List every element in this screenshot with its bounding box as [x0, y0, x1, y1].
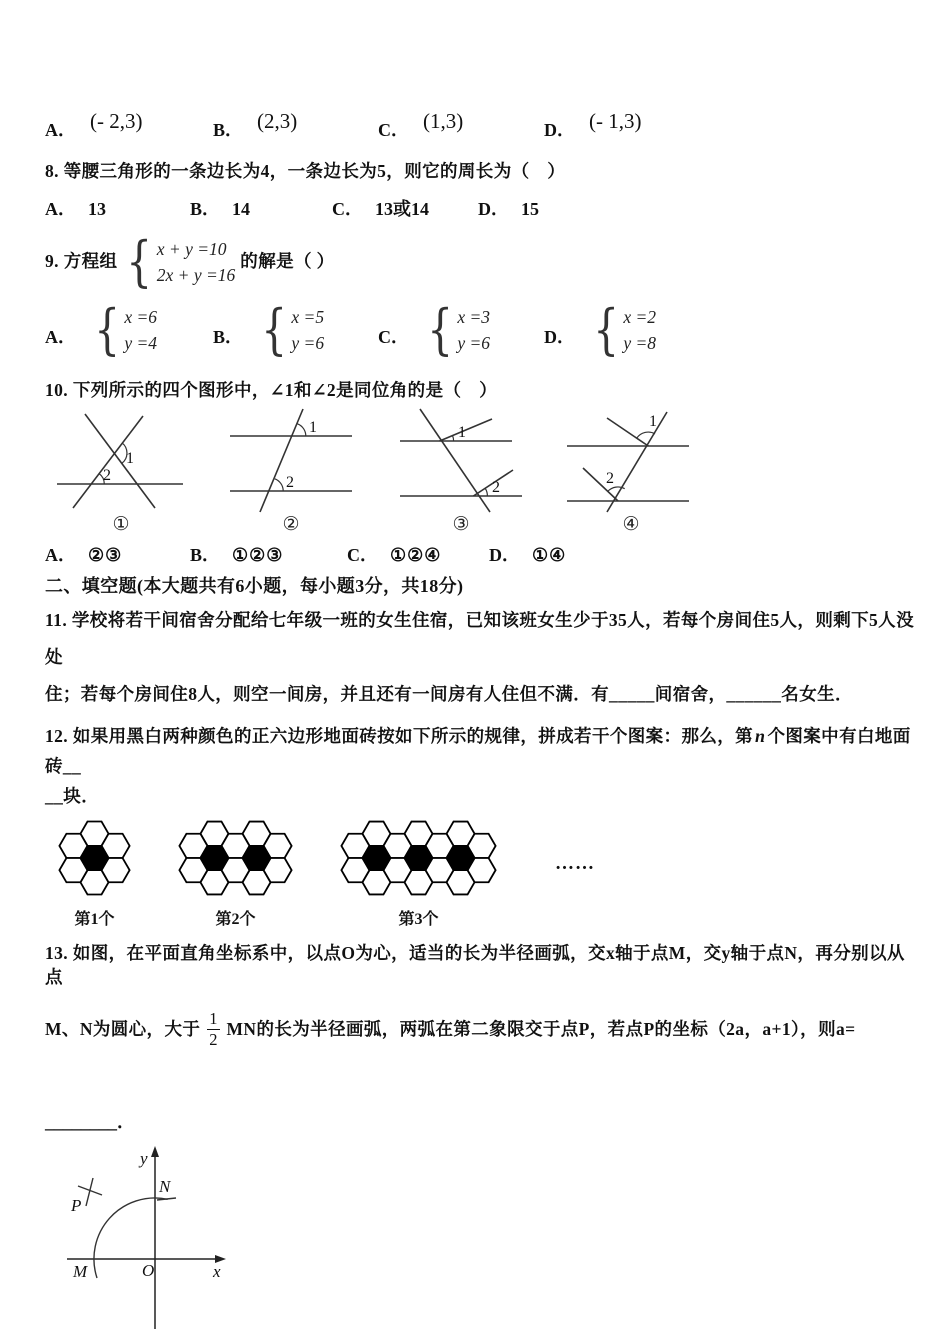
option-value: (1,3): [423, 109, 464, 133]
option-value: ②③: [88, 545, 123, 565]
option-value: (2,3): [257, 109, 298, 133]
q7-option-a: [45, 109, 213, 141]
q7-option-b: [213, 109, 378, 141]
q11-text: [45, 602, 922, 713]
figure-number: ①: [112, 514, 130, 535]
equation-1: x + y =10: [156, 239, 227, 259]
q10-options-row: [45, 544, 922, 566]
option-system: [257, 298, 325, 362]
equation-1: x =3: [457, 307, 491, 327]
section-2-header: 二、填空题(本大题共有6小题，每小题3分，共18分): [45, 576, 464, 596]
equation-1: x =2: [623, 307, 657, 327]
angle-1-label: 1: [309, 419, 317, 436]
q7-option-d: [544, 109, 922, 141]
angle-diagram-1-svg: [55, 406, 187, 513]
option-system: [589, 298, 657, 362]
angle-figure-1: [55, 406, 187, 536]
hexagon-figure-3-label: 第3个: [398, 911, 439, 928]
transversal: [260, 409, 303, 512]
option-value: ①④: [532, 545, 567, 565]
fraction-numerator: 1: [209, 1008, 218, 1028]
angle-figure-4: [565, 406, 697, 536]
q10-option-d: [489, 544, 922, 566]
q8-options-row: [45, 198, 922, 220]
left-brace: {: [593, 298, 620, 362]
angle-1-arc: [453, 436, 454, 442]
ray-1: [607, 418, 648, 446]
q10-option-b: [190, 544, 347, 566]
point-p-label: P: [71, 1196, 82, 1215]
q8-option-c: [332, 198, 478, 220]
q9-option-d: [544, 298, 922, 362]
coordinate-figure-svg: [47, 1143, 257, 1335]
q9-question: [45, 230, 922, 294]
angle-1-arc: [297, 424, 305, 436]
angle-2-arc: [275, 479, 283, 491]
hexagon-figure-2-svg: [177, 819, 294, 902]
equation-system: [122, 230, 236, 294]
q12-line1-post: 个图案中有白地面砖__: [45, 726, 911, 776]
figure-number: ③: [452, 514, 470, 535]
q10-text: 10. 下列所示的四个图形中，∠1和∠2是同位角的是（ ）: [45, 380, 498, 400]
angle-2-label: 2: [606, 470, 614, 487]
equation-2: 2x + y =16: [156, 265, 236, 285]
variable-n: n: [755, 726, 766, 746]
option-label: B．: [190, 199, 221, 219]
q9-prefix: 9. 方程组: [45, 251, 118, 272]
x-axis-label: x: [213, 1262, 221, 1281]
equation-2: y =6: [291, 333, 325, 353]
option-value: (- 1,3): [589, 109, 642, 133]
y-axis-label: y: [140, 1149, 148, 1168]
angle-1-label: 1: [649, 413, 657, 430]
origin-label: O: [142, 1261, 155, 1280]
q13-line2: [45, 997, 922, 1061]
figure-number: ②: [282, 514, 300, 535]
option-value: ①②③: [232, 545, 284, 565]
angle-1-label: 1: [126, 450, 134, 467]
compass-arc: [94, 1198, 168, 1278]
angle-2-label: 2: [103, 467, 111, 484]
option-value: (- 2,3): [90, 109, 143, 133]
option-value: 15: [521, 199, 539, 219]
q10-figures-row: [55, 406, 922, 536]
p-cross-stroke-1: [86, 1178, 93, 1206]
option-label: D．: [489, 545, 520, 565]
fraction-denominator: 2: [209, 1029, 218, 1049]
q12-line2: __块．: [45, 786, 100, 806]
y-axis-arrowhead: [151, 1146, 159, 1157]
q8-option-d: [478, 198, 922, 220]
angle-diagram-3-svg: [395, 406, 527, 513]
option-label: D．: [544, 327, 575, 347]
q8-option-b: [190, 198, 332, 220]
q13-coordinate-figure: [47, 1143, 922, 1340]
option-value: 13或14: [375, 199, 429, 219]
q7-option-c: [378, 109, 544, 141]
q10-option-c: [347, 544, 489, 566]
option-label: A．: [45, 545, 76, 565]
q9-suffix: 的解是（ ）: [240, 251, 335, 272]
hexagon-figure-2-label: 第2个: [215, 911, 256, 928]
hexagon-figure-1-label: 第1个: [74, 911, 115, 928]
angle-1-label: 1: [458, 424, 466, 441]
angle-figure-3: [395, 406, 527, 536]
ellipsis-dots: ……: [555, 853, 595, 874]
one-half-fraction: [207, 1009, 219, 1050]
point-m-label: M: [73, 1262, 88, 1281]
point-n-label: N: [159, 1177, 171, 1196]
option-value: ①②④: [390, 545, 442, 565]
q7-options-row: [45, 95, 922, 141]
q9-options-row: [45, 298, 922, 362]
q13-line2-pre: M、N为圆心，大于: [45, 1019, 201, 1039]
angle-diagram-2-svg: [225, 406, 357, 513]
equation-2: y =8: [623, 333, 657, 353]
q11-line2: 住；若每个房间住8人，则空一间房，并且还有一间房有人住但不满．有_____间宿舍，______名女生．: [45, 684, 853, 704]
angle-figure-2: [225, 406, 357, 536]
option-system: [90, 298, 158, 362]
left-brace: {: [126, 230, 153, 294]
option-label: C．: [378, 120, 409, 140]
hexagon-figure-3-svg: [339, 819, 498, 902]
q13-line1: 13. 如图，在平面直角坐标系中，以点O为心，适当的长为半径画弧，交x轴于点M，交y轴于点N，再分别以从点: [45, 943, 905, 987]
hexagon-figure-2: [177, 819, 294, 929]
option-label: C．: [332, 199, 363, 219]
option-label: A．: [45, 120, 76, 140]
angle-2-label: 2: [492, 479, 500, 496]
angle-diagram-4-svg: [565, 406, 697, 513]
transversal-1: [85, 414, 155, 508]
transversal: [607, 412, 667, 512]
equation-2: y =6: [457, 333, 491, 353]
q12-line1-pre: 12. 如果用黑白两种颜色的正六边形地面砖按如下所示的规律，拼成若干个图案：那么，第: [45, 726, 754, 746]
equation-1: x =6: [124, 307, 158, 327]
equation-1: x =5: [291, 307, 325, 327]
q11-line1: 11. 学校将若干间宿舍分配给七年级一班的女生住宿，已知该班女生少于35人，若每个房间住5人，则剩下5人没处: [45, 610, 914, 667]
hexagon-figure-1-svg: [57, 819, 132, 902]
hexagon-figure-1: [57, 819, 132, 929]
option-label: A．: [45, 327, 76, 347]
option-label: C．: [347, 545, 378, 565]
q8-text: 8. 等腰三角形的一条边长为4，一条边长为5，则它的周长为（ ）: [45, 161, 566, 181]
left-brace: {: [427, 298, 454, 362]
left-brace: {: [261, 298, 288, 362]
q9-option-c: [378, 298, 544, 362]
angle-2-arc: [485, 488, 487, 496]
q12-hexagon-figures-row: [57, 819, 922, 929]
option-system: [423, 298, 491, 362]
q9-option-b: [213, 298, 378, 362]
q13-answer-blank: ________．: [45, 1112, 135, 1132]
option-label: A．: [45, 199, 76, 219]
option-label: B．: [190, 545, 221, 565]
option-value: 14: [232, 199, 251, 219]
left-brace: {: [94, 298, 121, 362]
angle-2-label: 2: [286, 474, 294, 491]
option-label: B．: [213, 327, 244, 347]
q9-option-a: [45, 298, 213, 362]
option-label: B．: [213, 120, 244, 140]
q10-option-a: [45, 544, 190, 566]
figure-number: ④: [622, 514, 640, 535]
equations: [157, 236, 236, 288]
option-value: 13: [88, 199, 106, 219]
option-label: D．: [544, 120, 575, 140]
q12-text: [45, 721, 922, 811]
hexagon-figure-3: [339, 819, 498, 929]
q8-option-a: [45, 198, 190, 220]
angle-2-arc: [608, 487, 625, 491]
equation-2: y =4: [124, 333, 158, 353]
q13-line2-post: MN的长为半径画弧，两弧在第二象限交于点P，若点P的坐标（2a，a+1），则a=: [226, 1019, 856, 1039]
option-label: D．: [478, 199, 509, 219]
option-label: C．: [378, 327, 409, 347]
